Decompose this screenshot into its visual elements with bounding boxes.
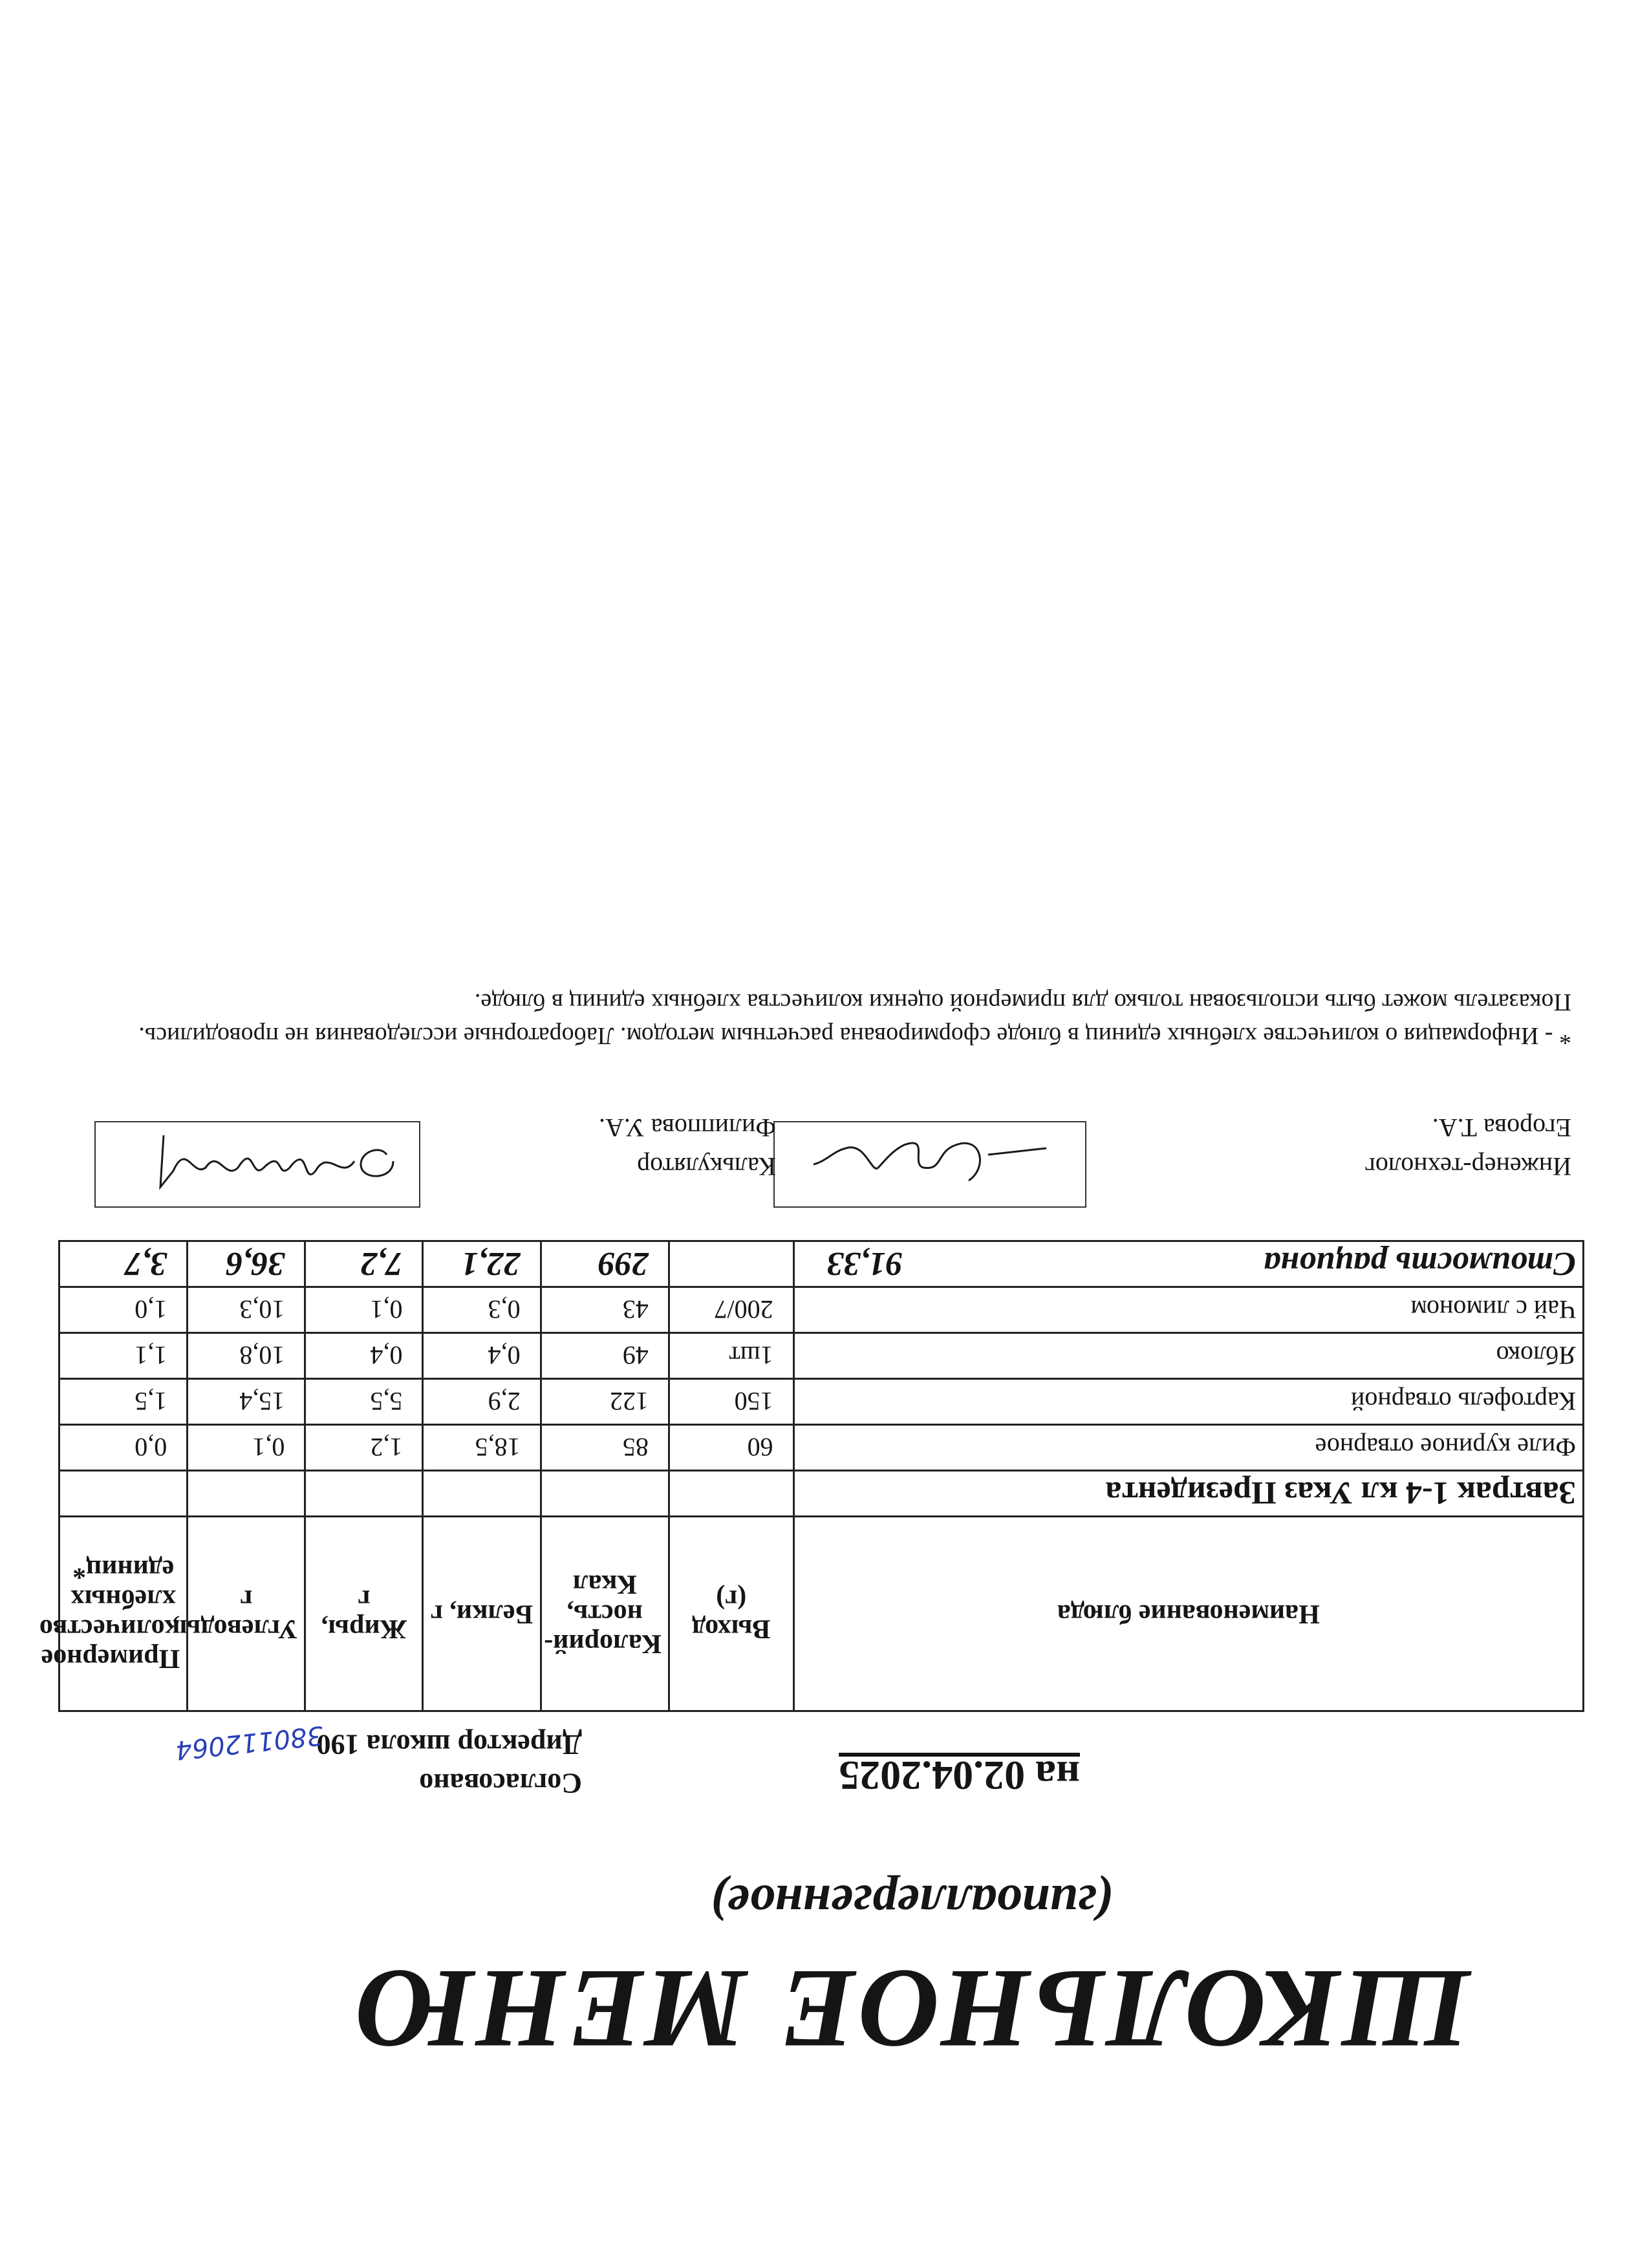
engineer-role: Инженер-технолог	[1364, 1152, 1571, 1181]
header-calories: Калорий-ность, Ккал	[541, 1517, 669, 1711]
ink-stamp-number: 380112064	[174, 1720, 325, 1765]
header-fat: Жиры, г	[305, 1517, 423, 1711]
total-label: Стоимость рациона	[1264, 1245, 1576, 1283]
dish-yield: 200/7	[669, 1287, 793, 1333]
dish-bread-units: 0,0	[59, 1425, 188, 1471]
table-header-row	[59, 1517, 1584, 1711]
footnote-line-1: * - Информация о количестве хлебных единиц в блюде сформирована расчетным методом. Лабораторные исследования не проводились.	[138, 1022, 1571, 1049]
total-cost: 91,33	[826, 1245, 903, 1283]
footnote-line-2: Показатель может быть использован только для примерной оценки количества хлебных единиц в блюде.	[474, 989, 1571, 1016]
calculator-role: Калькулятор	[637, 1152, 776, 1181]
menu-date: на 02.04.2025	[839, 1753, 1080, 1799]
dish-yield: 1шт	[669, 1333, 793, 1379]
table-row	[59, 1379, 1584, 1425]
approval-label: Согласовано	[419, 1768, 582, 1799]
document-subtitle: (гипоаллергенное)	[710, 1875, 1114, 1931]
total-bread-units: 3,7	[59, 1241, 188, 1287]
dish-bread-units: 1,0	[59, 1287, 188, 1333]
approval-block	[316, 1725, 582, 1803]
dish-kcal: 122	[541, 1379, 669, 1425]
table-row	[59, 1287, 1584, 1333]
dish-bread-units: 1,5	[59, 1379, 188, 1425]
dish-fat: 0,4	[305, 1333, 423, 1379]
dish-kcal: 85	[541, 1425, 669, 1471]
dish-kcal: 43	[541, 1287, 669, 1333]
dish-bread-units: 1,1	[59, 1333, 188, 1379]
dish-protein: 2,9	[423, 1379, 541, 1425]
dish-fat: 0,1	[305, 1287, 423, 1333]
engineer-signature-box	[773, 1121, 1086, 1208]
table-row	[59, 1425, 1584, 1471]
total-protein: 22,1	[423, 1241, 541, 1287]
dish-name: Яблоко	[793, 1333, 1583, 1379]
total-row	[59, 1241, 1584, 1287]
dish-name: Картофель отварной	[793, 1379, 1583, 1425]
footnote	[58, 985, 1571, 1053]
calculator-name: Филиппова У.А.	[599, 1113, 776, 1142]
menu-table	[39, 1240, 1584, 1712]
document-title: ШКОЛЬНОЕ МЕНЮ	[352, 1947, 1471, 2072]
dish-carbs: 0,1	[188, 1425, 305, 1471]
dish-kcal: 49	[541, 1333, 669, 1379]
calculator-signature-box	[94, 1121, 420, 1208]
engineer-signature	[775, 1122, 1085, 1206]
total-carbs: 36,6	[188, 1241, 305, 1287]
total-kcal: 299	[541, 1241, 669, 1287]
dish-yield: 150	[669, 1379, 793, 1425]
engineer-name: Егорова Т.А.	[1432, 1113, 1571, 1142]
dish-carbs: 15,4	[188, 1379, 305, 1425]
dish-protein: 0,4	[423, 1333, 541, 1379]
header-yield: Выход (г)	[669, 1517, 793, 1711]
dish-fat: 5,5	[305, 1379, 423, 1425]
signatures-block	[58, 1078, 1571, 1208]
total-fat: 7,2	[305, 1241, 423, 1287]
table-row	[59, 1333, 1584, 1379]
section-title: Завтрак 1-4 кл Указ Президента	[793, 1471, 1583, 1517]
dish-protein: 0,3	[423, 1287, 541, 1333]
dish-protein: 18,5	[423, 1425, 541, 1471]
total-cost-cell	[793, 1241, 1583, 1287]
calculator-signature	[96, 1122, 419, 1206]
header-carbs: Углеводы, г	[188, 1517, 305, 1711]
header-protein: Белки, г	[423, 1517, 541, 1711]
approval-by: Директор школа 190	[316, 1729, 582, 1760]
section-row	[59, 1471, 1584, 1517]
dish-name: Филе куриное отварное	[793, 1425, 1583, 1471]
header-bread-units: Примерное количество хлебных единиц*	[59, 1517, 188, 1711]
dish-carbs: 10,8	[188, 1333, 305, 1379]
header-dish-name: Наименование блюда	[793, 1517, 1583, 1711]
dish-fat: 1,2	[305, 1425, 423, 1471]
dish-name: Чай с лимоном	[793, 1287, 1583, 1333]
dish-carbs: 10,3	[188, 1287, 305, 1333]
dish-yield: 60	[669, 1425, 793, 1471]
